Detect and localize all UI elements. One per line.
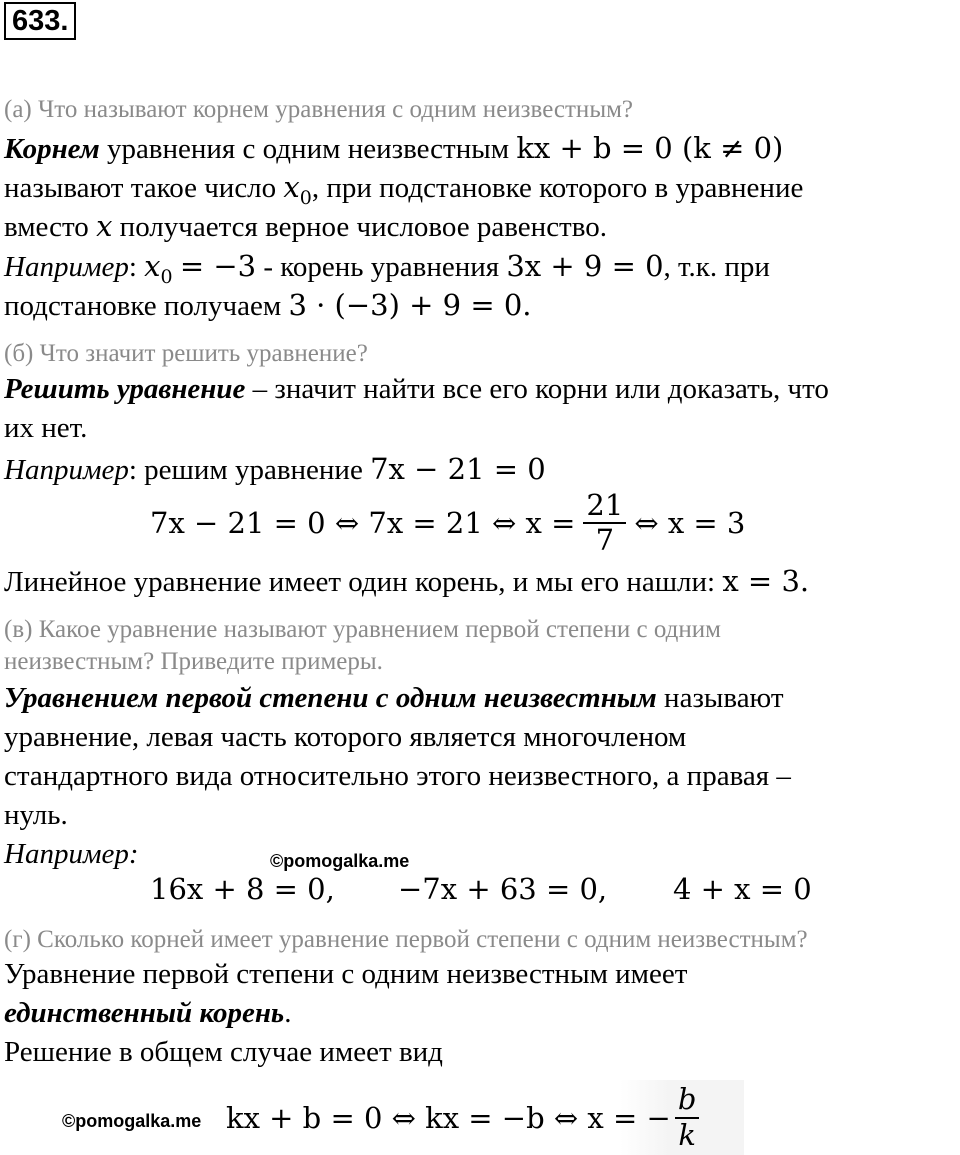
part-a-line-1 [4,131,783,166]
text: Линейное уравнение имеет один корень, и мы его нашли: [4,566,716,598]
part-c-line-4: нуль. [4,799,68,831]
math-expression: 3x + 9 = 0 [506,249,664,283]
part-b-line-1 [4,373,829,406]
fraction [675,1083,700,1152]
text: . [284,997,292,1029]
question-b: (б) Что значит решить уравнение? [4,340,368,367]
text: называют такое число [4,172,277,204]
part-c-line-2: уравнение, левая часть которого является многочленом [4,721,687,753]
part-b-example [4,452,546,487]
math-expression: 7x − 21 = 0 ⇔ 7x = 21 ⇔ x = [150,506,576,540]
example-equation: −7x + 63 = 0, [398,872,608,906]
example-equation: 16x + 8 = 0, [150,872,335,906]
fraction-numerator: b [675,1083,700,1118]
part-a-line-3 [4,209,607,244]
text: называют [664,682,784,714]
math-expression: = −3 [179,249,257,283]
part-a-line-2 [4,170,803,209]
question-d: (г) Сколько корней имеет уравнение первой степени с одним неизвестным? [4,926,808,953]
part-d-line-2 [4,997,291,1030]
question-c-line-1: (в) Какое уравнение называют уравнением первой степени с одним [4,616,721,643]
part-c-line-1 [4,682,784,715]
example-label: Например: [4,838,139,870]
question-a: (а) Что называют корнем уравнения с одним неизвестным? [4,96,634,123]
term-root: Корнем [4,133,100,165]
math-expression: x = 3. [722,564,810,598]
example-label: Например [4,454,129,486]
text: уравнения с одним неизвестным [106,133,510,165]
term-solve-equation: Решить уравнение [4,373,246,405]
part-d-line-1: Уравнение первой степени с одним неизвестным имеет [4,958,688,990]
text: подстановке получаем [4,290,282,322]
text: , при подстановке которого в уравнение [311,172,804,204]
part-d-line-3: Решение в общем случае имеет вид [4,1036,443,1068]
part-a-example: Например: $x_0 = -3$ - корень уравнения 3x + 9 = 0, т.к. при [4,249,770,288]
text: - корень уравнения [263,251,500,283]
math-sub: 0 [160,265,173,288]
example-label: Например [4,251,129,283]
question-c-line-2: неизвестным? Приведите примеры. [4,648,383,675]
text: получается верное числовое равенство. [119,211,607,243]
example-equation: 4 + x = 0 [673,872,812,906]
math-sub: 0 [299,186,312,209]
text: , т.к. при [663,251,770,283]
math-var: x [144,249,161,283]
fraction-numerator: 21 [583,489,626,524]
part-c-line-3: стандартного вида относительно этого неизвестного, а правая – [4,760,791,792]
text: вместо [4,211,89,243]
solution-chain [150,486,810,560]
fraction-denominator: k [678,1117,696,1152]
general-solution [226,1080,699,1155]
text: : решим уравнение [128,454,363,486]
fraction-denominator: 7 [595,523,615,557]
problem-number: 633. [4,2,76,40]
math-var: x [283,170,300,204]
part-b-conclusion [4,564,809,599]
text: – значит найти все его корни или доказать, что [252,373,829,405]
math-expression: ⇔ x = 3 [634,506,746,540]
term-first-degree-equation: Уравнением первой степени с одним неизвестным [4,682,657,714]
math-expression: kx + b = 0 (k ≠ 0) [516,131,784,165]
watermark: ©pomogalka.me [62,1111,202,1131]
term-unique-root: единственный корень [4,997,285,1029]
fraction [583,489,626,558]
part-a-line-5 [4,288,532,323]
math-expression: 7x − 21 = 0 [370,452,546,486]
math-expression: 3 · (−3) + 9 = 0. [288,288,532,322]
watermark: ©pomogalka.me [270,851,410,871]
math-expression: kx + b = 0 ⇔ kx = −b ⇔ x = − [226,1100,671,1135]
math-var: x [96,209,113,243]
part-b-line-2: их нет. [4,412,88,444]
